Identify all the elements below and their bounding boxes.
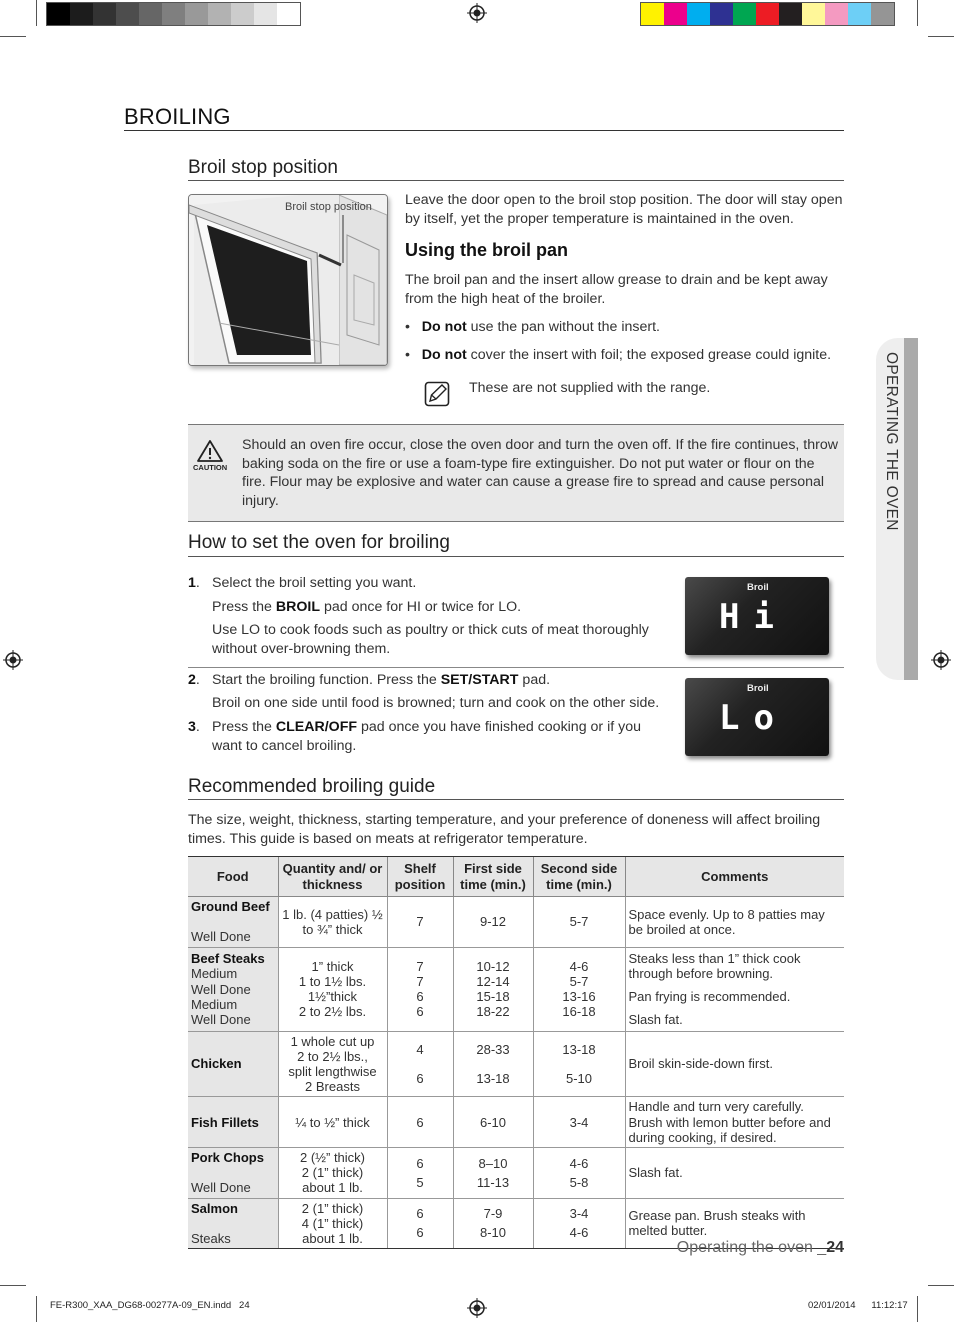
bullet-bold: Do not xyxy=(421,319,467,335)
table-header-row xyxy=(188,857,844,897)
value-cell xyxy=(387,1031,453,1097)
color-swatch xyxy=(802,3,825,25)
bullet-bold: Do not xyxy=(421,347,467,363)
guide-heading: Recommended broiling guide xyxy=(188,776,436,797)
guide-intro: The size, weight, thickness, starting temperature, and your preference of doneness will affect broiling times. This guide is based on meats at refrigerator temperature. xyxy=(188,812,821,847)
comment-cell xyxy=(625,947,844,1031)
food-cell xyxy=(188,1198,278,1249)
section-side-tab xyxy=(876,338,918,680)
column-header: Comments xyxy=(625,857,844,897)
crop-mark xyxy=(36,0,37,26)
doneness-label: Well Done xyxy=(191,981,251,997)
first-value: 6-10 xyxy=(479,1114,507,1130)
table-row xyxy=(188,897,844,948)
comment-cell xyxy=(625,1097,844,1148)
step-2-number: 2. xyxy=(188,672,200,688)
food-cell xyxy=(188,1148,278,1199)
color-swatch xyxy=(848,3,871,25)
food-cell xyxy=(188,897,278,948)
value-cell xyxy=(533,1198,625,1249)
step-number: 2 xyxy=(188,672,196,688)
text-segment: pad once for HI or twice for LO. xyxy=(320,599,522,615)
qty-value: 1” thick xyxy=(311,958,354,974)
column-header: Second side time (min.) xyxy=(533,857,625,897)
crop-mark xyxy=(917,0,918,26)
registration-mark-icon xyxy=(467,3,487,23)
value-cell xyxy=(278,1097,387,1148)
value-cell xyxy=(533,947,625,1031)
caution-text: Should an oven fire occur, close the oven door and turn the oven off. If the fire continues, throw baking soda on the fire or use a foam-type fire extinguisher. Do not put water or flour on the fire. Flour may be explosive and water can cause a grease fire to spread and cause personal injury. xyxy=(242,437,838,509)
step-2-line-2: Broil on one side until food is browned; turn and cook on the other side. xyxy=(212,695,660,711)
food-name: Pork Chops xyxy=(191,1150,264,1166)
first-value: 10-12 xyxy=(476,958,510,974)
shelf-value: 7 xyxy=(416,914,424,930)
color-swatch xyxy=(871,3,894,25)
qty-value: 4 (1” thick) xyxy=(301,1215,364,1231)
text-segment: Start the broiling function. Press the xyxy=(212,672,441,688)
value-cell xyxy=(453,897,533,948)
comments-value: Space evenly. Up to 8 patties may be broiled at once. xyxy=(628,906,825,937)
text-segment: pad once you have finished cooking or if you want to cancel broiling. xyxy=(212,719,641,754)
print-date: 02/01/2014 11:12:17 xyxy=(808,1300,908,1311)
comments-value: Slash fat. xyxy=(628,1165,683,1181)
color-swatch xyxy=(733,3,756,25)
second-value: 4-6 xyxy=(569,958,589,974)
broil-pan-bullet-1 xyxy=(405,318,845,337)
color-swatch xyxy=(70,3,93,25)
color-swatch xyxy=(93,3,116,25)
title-rule xyxy=(124,130,844,131)
step-number: 3 xyxy=(188,719,196,735)
broil-pan-bullet-2 xyxy=(405,346,850,365)
qty-value: 1 lb. (4 patties) ½ to ¾” thick xyxy=(282,906,383,937)
shelf-value: 7 xyxy=(416,973,424,989)
bullet-text: use the pan without the insert. xyxy=(466,319,660,335)
page-title: BROILING xyxy=(124,104,231,129)
crop-mark xyxy=(0,1285,26,1286)
first-value: 28-33 xyxy=(476,1041,510,1057)
color-swatch xyxy=(254,3,277,25)
qty-value: 2 (½” thick) xyxy=(299,1150,365,1166)
color-swatch xyxy=(208,3,231,25)
value-cell xyxy=(533,1097,625,1148)
value-cell xyxy=(387,897,453,948)
text-segment: Press the xyxy=(212,719,276,735)
qty-value: ¼ to ½” thick xyxy=(295,1114,370,1130)
caution-warning-icon xyxy=(196,439,224,463)
display-label: Broil xyxy=(747,683,769,694)
first-value: 8–10 xyxy=(478,1155,508,1171)
display-readout: Lo xyxy=(719,698,788,738)
doneness-label: Steaks xyxy=(191,1231,231,1247)
food-name: Beef Steaks xyxy=(191,951,265,967)
doneness-label: Medium xyxy=(191,966,238,982)
color-swatch xyxy=(139,3,162,25)
value-cell xyxy=(453,1031,533,1097)
caution-label: CAUTION xyxy=(193,463,228,472)
first-value: 13-18 xyxy=(476,1071,510,1087)
value-cell xyxy=(453,1097,533,1148)
food-name: Fish Fillets xyxy=(191,1114,259,1130)
first-value: 18-22 xyxy=(476,1004,510,1020)
color-swatch xyxy=(664,3,687,25)
comments-value: Grease pan. Brush steaks with melted butter. xyxy=(628,1208,806,1239)
color-swatch xyxy=(641,3,664,25)
crop-mark xyxy=(917,1296,918,1322)
first-value: 7-9 xyxy=(483,1206,503,1222)
step-1-number: 1. xyxy=(188,575,200,591)
comments-value: Broil skin-side-down first. xyxy=(628,1056,773,1072)
step-divider xyxy=(188,667,844,668)
text-segment: pad. xyxy=(518,672,551,688)
display-label: Broil xyxy=(747,582,769,593)
section-rule xyxy=(188,180,844,181)
table-row xyxy=(188,947,844,1031)
bullet-icon: • xyxy=(405,319,410,335)
display-readout: Hi xyxy=(719,597,788,637)
broil-pan-intro: The broil pan and the insert allow grease to drain and be kept away from the high heat of the broiler. xyxy=(405,272,828,307)
qty-value: 1½”thick xyxy=(307,989,358,1005)
value-cell xyxy=(453,947,533,1031)
value-cell xyxy=(387,947,453,1031)
shelf-value: 4 xyxy=(416,1041,424,1057)
food-cell xyxy=(188,1097,278,1148)
comment-cell xyxy=(625,1031,844,1097)
comments-value: Steaks less than 1” thick cook through before browning. xyxy=(628,950,801,981)
shelf-value: 6 xyxy=(416,1071,424,1087)
value-cell xyxy=(533,1031,625,1097)
footer-section: Operating the oven _ xyxy=(676,1239,827,1256)
color-swatch xyxy=(47,3,70,25)
step-number: 1 xyxy=(188,575,196,591)
set-start-pad-label: SET/START xyxy=(440,672,519,688)
oven-door-open-icon xyxy=(189,195,387,365)
qty-value: split lengthwise xyxy=(288,1064,377,1080)
color-swatch xyxy=(710,3,733,25)
second-value: 13-16 xyxy=(562,989,596,1005)
broil-stop-heading: Broil stop position xyxy=(188,157,338,178)
registration-mark-icon xyxy=(931,650,951,670)
doneness-label: Well Done xyxy=(191,929,251,945)
food-name: Ground Beef xyxy=(191,899,270,914)
color-swatch xyxy=(162,3,185,25)
color-swatch xyxy=(231,3,254,25)
value-cell xyxy=(278,947,387,1031)
color-swatch xyxy=(756,3,779,25)
doneness-label: Well Done xyxy=(191,1180,251,1196)
column-header: Quantity and/ or thickness xyxy=(278,857,387,897)
qty-value: 2 Breasts xyxy=(305,1079,360,1095)
broil-lo-display xyxy=(685,678,829,756)
comments-value: Handle and turn very carefully. Brush with lemon butter before and during cooking, if desired. xyxy=(628,1099,831,1145)
crop-mark xyxy=(928,36,954,37)
step-1-line-1: Select the broil setting you want. xyxy=(212,575,417,591)
qty-value: 2 to 2½ lbs. xyxy=(298,1004,367,1020)
file-slug: FE-R300_XAA_DG68-00277A-09_EN.indd 24 xyxy=(50,1300,250,1311)
qty-value: 1 to 1½ lbs. xyxy=(298,973,367,989)
qty-value: about 1 lb. xyxy=(302,1231,363,1247)
shelf-value: 6 xyxy=(416,989,424,1005)
table-row xyxy=(188,1148,844,1199)
qty-value: about 1 lb. xyxy=(302,1180,363,1196)
color-swatch xyxy=(116,3,139,25)
table-row xyxy=(188,1097,844,1148)
bullet-text: cover the insert with foil; the exposed grease could ignite. xyxy=(466,347,832,363)
food-cell xyxy=(188,1031,278,1097)
first-value: 8-10 xyxy=(479,1225,507,1241)
step-1-line-2 xyxy=(212,598,521,617)
clear-off-pad-label: CLEAR/OFF xyxy=(275,719,358,735)
second-value: 5-10 xyxy=(565,1071,593,1087)
color-swatch xyxy=(277,3,300,25)
value-cell xyxy=(387,1198,453,1249)
crop-mark xyxy=(36,1296,37,1322)
doneness-label: Well Done xyxy=(191,1011,251,1027)
shelf-value: 6 xyxy=(416,1225,424,1241)
shelf-value: 6 xyxy=(416,1114,424,1130)
color-swatch xyxy=(185,3,208,25)
text-segment: Press the xyxy=(212,599,276,615)
step-1-line-3: Use LO to cook foods such as poultry or thick cuts of meat thoroughly without over-browning them. xyxy=(212,622,649,657)
comments-value: Slash fat. xyxy=(628,1012,683,1028)
caution-box xyxy=(188,424,844,522)
qty-value: 2 (1” thick) xyxy=(301,1165,364,1181)
section-rule xyxy=(188,799,844,800)
value-cell xyxy=(453,1198,533,1249)
comments-value: Pan frying is recommended. xyxy=(628,989,791,1005)
page-number: 24 xyxy=(826,1239,844,1256)
crop-mark xyxy=(0,36,26,37)
crop-mark xyxy=(928,1285,954,1286)
color-calibration-bar xyxy=(640,2,895,26)
value-cell xyxy=(387,1148,453,1199)
side-tab-label: OPERATING THE OVEN xyxy=(883,352,900,531)
doneness-label: Medium xyxy=(191,996,238,1012)
step-3-number: 3. xyxy=(188,719,200,735)
second-value: 3-4 xyxy=(569,1114,589,1130)
broil-pan-note: These are not supplied with the range. xyxy=(469,380,711,396)
second-value: 4-6 xyxy=(569,1225,589,1241)
value-cell xyxy=(387,1097,453,1148)
step-3-line-1 xyxy=(212,718,672,755)
bullet-icon: • xyxy=(405,347,410,363)
second-value: 3-4 xyxy=(569,1206,589,1222)
second-value: 16-18 xyxy=(562,1004,596,1020)
comment-cell xyxy=(625,897,844,948)
first-value: 12-14 xyxy=(476,973,510,989)
value-cell xyxy=(533,1148,625,1199)
column-header: Shelf position xyxy=(387,857,453,897)
food-name: Salmon xyxy=(191,1200,238,1216)
value-cell xyxy=(278,1031,387,1097)
value-cell xyxy=(278,1198,387,1249)
shelf-value: 6 xyxy=(416,1155,424,1171)
table-row xyxy=(188,1031,844,1097)
gray-calibration-bar xyxy=(46,2,301,26)
shelf-value: 6 xyxy=(416,1206,424,1222)
shelf-value: 5 xyxy=(416,1174,424,1190)
food-name: Chicken xyxy=(191,1056,242,1072)
second-value: 5-7 xyxy=(569,914,589,930)
column-header: First side time (min.) xyxy=(453,857,533,897)
food-cell xyxy=(188,947,278,1031)
value-cell xyxy=(278,897,387,948)
value-cell xyxy=(533,897,625,948)
qty-value: 1 whole cut up xyxy=(290,1033,375,1049)
value-cell xyxy=(278,1148,387,1199)
first-value: 15-18 xyxy=(476,989,510,1005)
broil-hi-display xyxy=(685,577,829,655)
broil-stop-intro: Leave the door open to the broil stop position. The door will stay open by itself, yet the proper temperature is maintained in the oven. xyxy=(405,192,843,227)
side-tab-stripe xyxy=(904,338,918,680)
broil-stop-figure-label: Broil stop position xyxy=(285,201,372,213)
second-value: 5-8 xyxy=(569,1174,589,1190)
set-oven-heading: How to set the oven for broiling xyxy=(188,532,450,553)
registration-mark-icon xyxy=(467,1298,487,1318)
note-icon xyxy=(424,381,450,407)
second-value: 5-7 xyxy=(569,973,589,989)
second-value: 13-18 xyxy=(562,1041,596,1057)
registration-mark-icon xyxy=(3,650,23,670)
value-cell xyxy=(453,1148,533,1199)
shelf-value: 7 xyxy=(416,958,424,974)
broil-pan-heading: Using the broil pan xyxy=(405,240,569,260)
broiling-guide-table xyxy=(188,856,844,1249)
second-value: 4-6 xyxy=(569,1155,589,1171)
qty-value: 2 (1” thick) xyxy=(301,1200,364,1216)
broil-stop-illustration xyxy=(188,194,388,366)
shelf-value: 6 xyxy=(416,1004,424,1020)
color-swatch xyxy=(779,3,802,25)
color-swatch xyxy=(825,3,848,25)
page-footer xyxy=(677,1239,844,1257)
step-2-line-1 xyxy=(212,671,550,690)
column-header: Food xyxy=(188,857,278,897)
broil-pad-label: BROIL xyxy=(275,599,321,615)
first-value: 11-13 xyxy=(476,1174,510,1190)
section-rule xyxy=(188,556,844,557)
qty-value: 2 to 2½ lbs., xyxy=(297,1048,368,1064)
color-swatch xyxy=(687,3,710,25)
first-value: 9-12 xyxy=(479,914,507,930)
comment-cell xyxy=(625,1148,844,1199)
